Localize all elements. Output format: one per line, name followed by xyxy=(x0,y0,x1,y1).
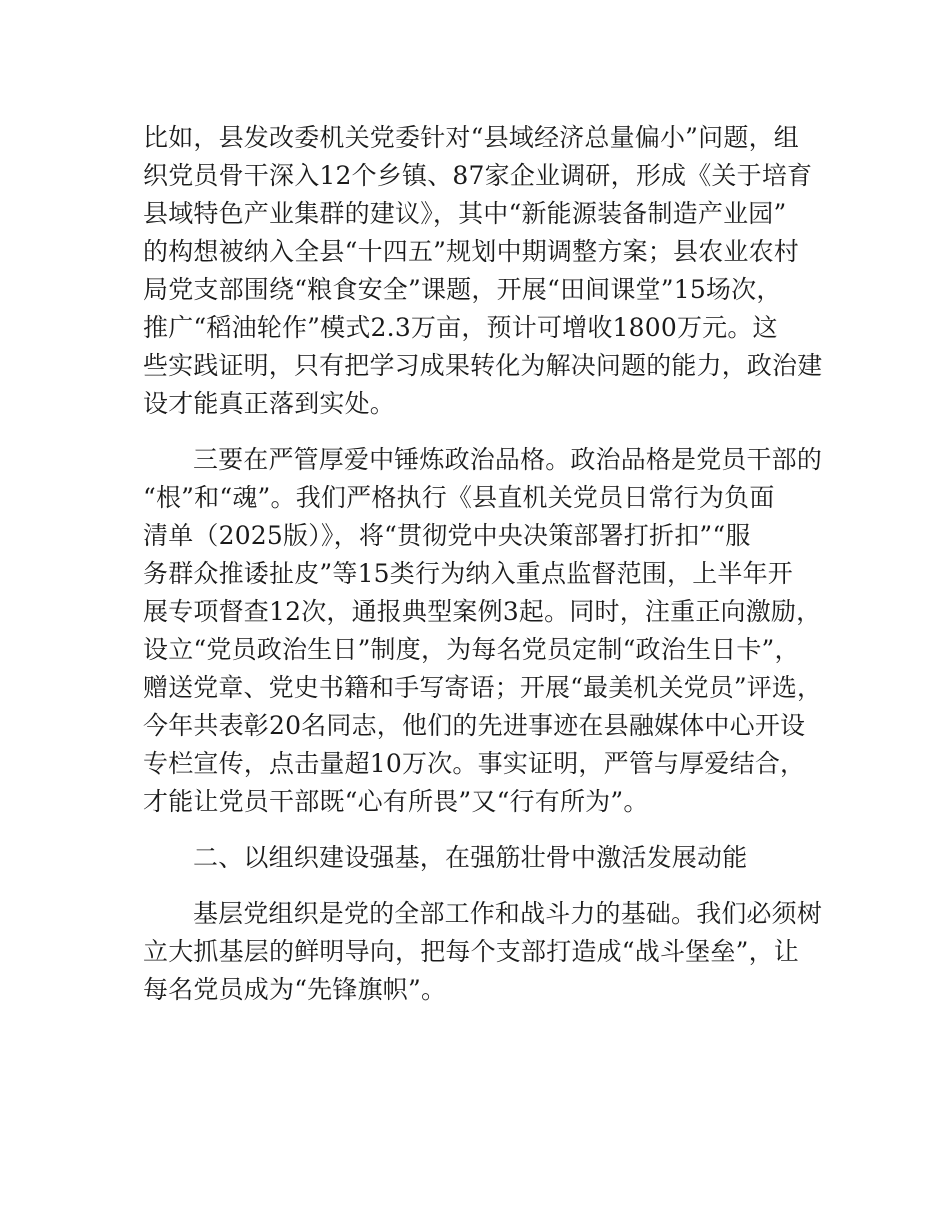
heading-line: 二、以组织建设强基，在强筋壮骨中激活发展动能 xyxy=(193,843,748,872)
text-line: 织党员骨干深入12个乡镇、87家企业调研，形成《关于培育 xyxy=(143,161,813,190)
text-line: 才能让党员干部既“心有所畏”又“行有所为”。 xyxy=(143,787,649,816)
text-line: 立大抓基层的鲜明导向，把每个支部打造成“战斗堡垒”，让 xyxy=(143,937,799,966)
text-line: 基层党组织是党的全部工作和战斗力的基础。我们必须树 xyxy=(193,899,823,928)
text-line: 推广“稻油轮作”模式2.3万亩，预计可增收1800万元。这 xyxy=(143,313,778,342)
text-line: 比如，县发改委机关党委针对“县域经济总量偏小”问题，组 xyxy=(143,123,799,152)
text-line: 些实践证明，只有把学习成果转化为解决问题的能力，政治建 xyxy=(143,351,823,380)
text-line: 三要在严管厚爱中锤炼政治品格。政治品格是党员干部的 xyxy=(193,445,823,474)
text-line: 专栏宣传，点击量超10万次。事实证明，严管与厚爱结合， xyxy=(143,749,806,778)
text-line: 局党支部围绕“粮食安全”课题，开展“田间课堂”15场次， xyxy=(143,275,782,304)
text-line: 展专项督查12次，通报典型案例3起。同时，注重正向激励， xyxy=(143,597,822,626)
text-line: 务群众推诿扯皮”等15类行为纳入重点监督范围，上半年开 xyxy=(143,559,793,588)
text-line: 每名党员成为“先锋旗帜”。 xyxy=(143,975,447,1004)
text-line: 设立“党员政治生日”制度，为每名党员定制“政治生日卡”， xyxy=(143,635,800,664)
text-line: 赠送党章、党史书籍和手写寄语；开展“最美机关党员”评选， xyxy=(143,673,823,702)
text-line: 县域特色产业集群的建议》，其中“新能源装备制造产业园” xyxy=(143,199,787,228)
text-line: 设才能真正落到实处。 xyxy=(143,389,396,418)
text-line: “根”和“魂”。我们严格执行《县直机关党员日常行为负面 xyxy=(143,483,775,512)
text-line: 的构想被纳入全县“十四五”规划中期调整方案；县农业农村 xyxy=(143,237,799,266)
text-line: 今年共表彰20名同志，他们的先进事迹在县融媒体中心开设 xyxy=(143,711,806,740)
text-line: 清单（2025版）》，将“贯彻党中央决策部署打折扣”“服 xyxy=(143,521,751,550)
